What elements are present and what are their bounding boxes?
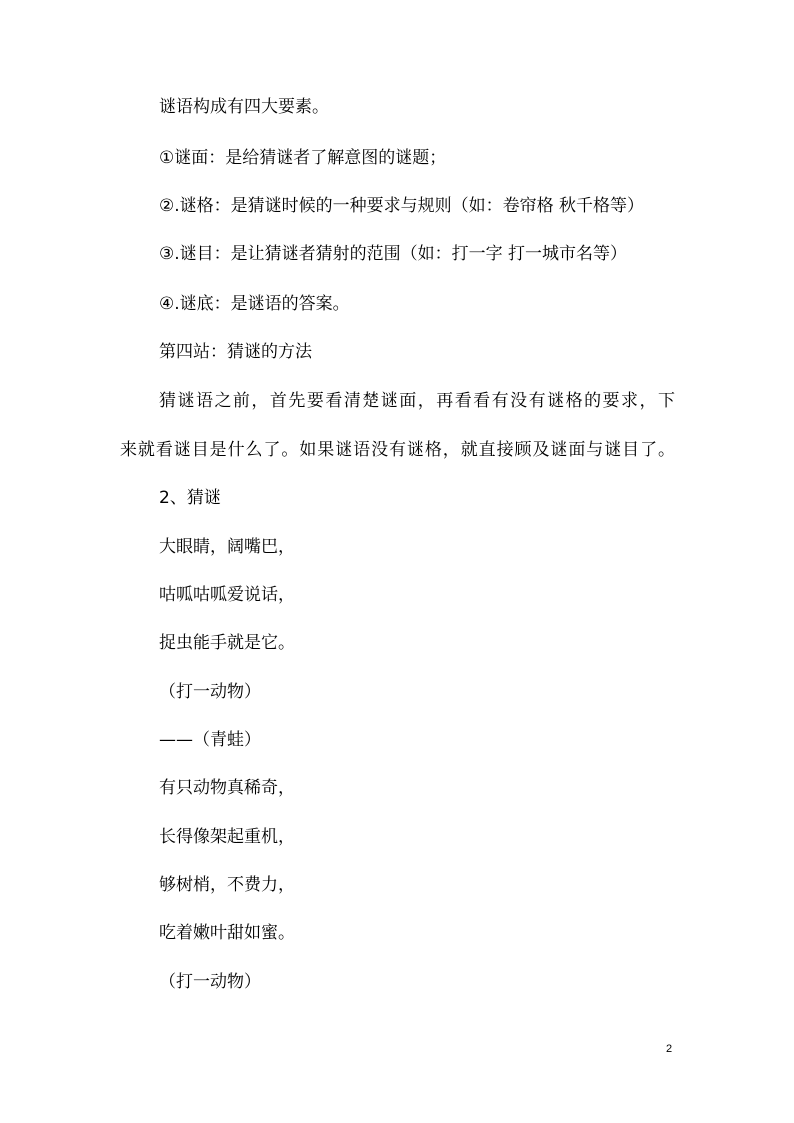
paragraph-line: 猜谜语之前，首先要看清楚谜面，再看看有没有谜格的要求，下 <box>159 391 675 411</box>
text-line: ③.谜目：是让猜谜者猜射的范围（如：打一字 打一城市名等） <box>159 244 628 264</box>
riddle-line: 大眼睛，阔嘴巴， <box>159 537 295 557</box>
page-number: 2 <box>666 1043 673 1055</box>
riddle-category: （打一动物） <box>159 972 261 992</box>
text-line: ④.谜底：是谜语的答案。 <box>159 294 350 314</box>
riddle-line: 吃着嫩叶甜如蜜。 <box>159 923 295 943</box>
text-line: ②.谜格：是猜谜时候的一种要求与规则（如：卷帘格 秋千格等） <box>159 196 645 216</box>
riddle-category: （打一动物） <box>159 682 261 702</box>
riddle-line: 咕呱咕呱爱说话， <box>159 585 295 605</box>
riddle-line: 有只动物真稀奇， <box>159 778 295 798</box>
paragraph-line: 来就看谜目是什么了。如果谜语没有谜格，就直接顾及谜面与谜目了。 <box>120 440 675 460</box>
text-line: ①谜面：是给猜谜者了解意图的谜题； <box>159 148 447 168</box>
section-heading: 2、猜谜 <box>159 488 221 508</box>
riddle-answer: ——（青蛙） <box>159 730 261 750</box>
section-heading: 第四站：猜谜的方法 <box>159 342 312 362</box>
text-line: 谜语构成有四大要素。 <box>159 97 329 117</box>
riddle-line: 够树梢，不费力， <box>159 875 295 895</box>
riddle-line: 长得像架起重机， <box>159 827 295 847</box>
riddle-line: 捉虫能手就是它。 <box>159 633 295 653</box>
